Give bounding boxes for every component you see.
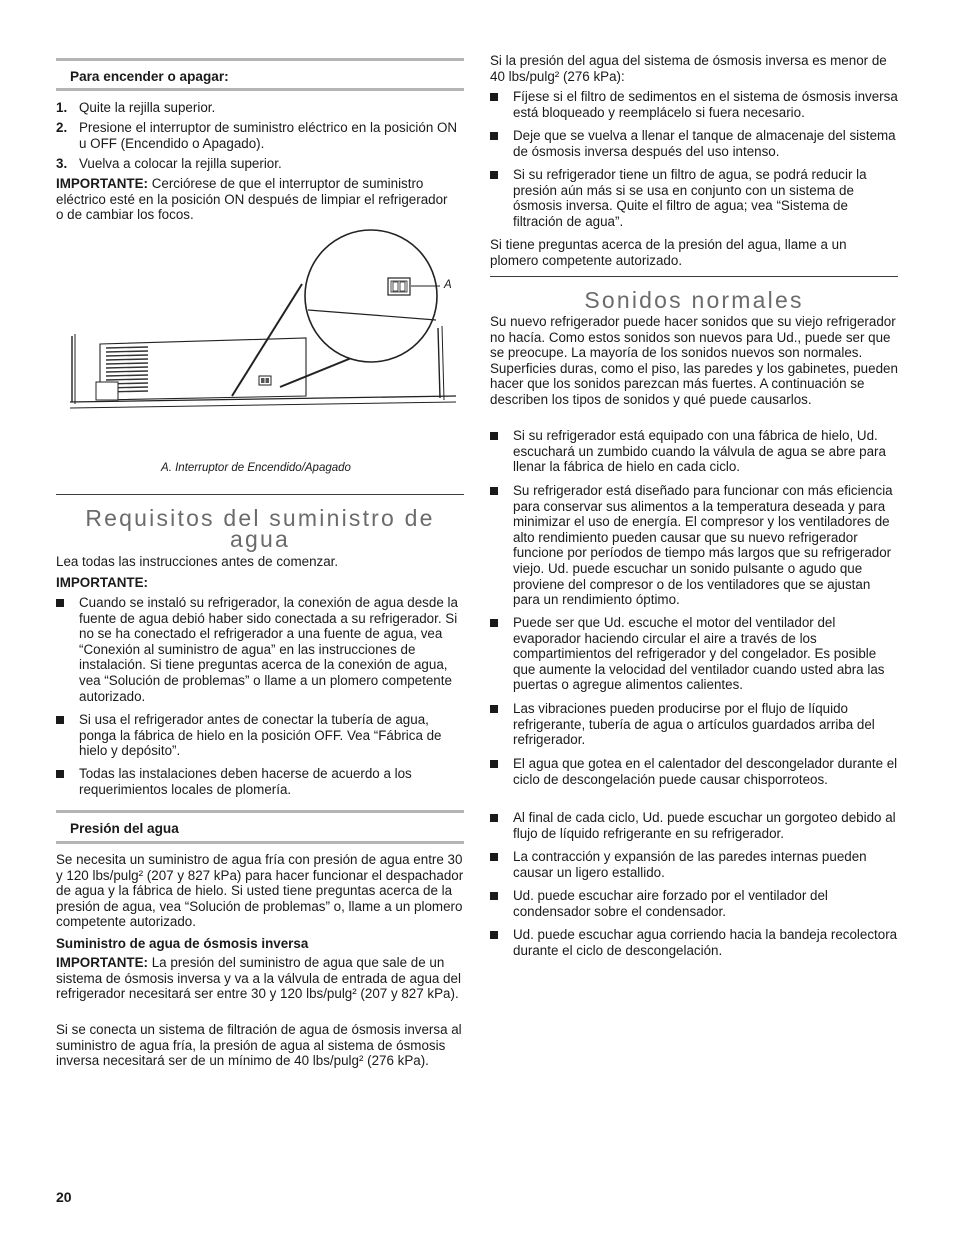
bullet-text: Ud. puede escuchar aire forzado por el ventilador del condensador sobre el condensador. — [513, 888, 828, 919]
bullet-text: Cuando se instaló su refrigerador, la conexión de agua desde la fuente de agua debió haber sido conectada a su refrigerador. Si no se ha conectado el refrigerador a una fuente de agua, vea “Conexión al suministro de agua” en las instrucciones de instalación. Si tiene preguntas acerca de la conexión de agua, vea “Solución de problemas” o llame a un plomero competente autorizado. — [79, 595, 458, 704]
bullet-text: Ud. puede escuchar agua corriendo hacia la bandeja recolectora durante el ciclo de descongelación. — [513, 927, 898, 958]
bullet-text: Todas las instalaciones deben hacerse de acuerdo a los requerimientos locales de plomería. — [79, 766, 412, 797]
bullet-marker — [490, 93, 498, 101]
intro-text: Lea todas las instrucciones antes de comenzar. — [56, 554, 339, 569]
bullet-marker — [56, 716, 64, 724]
important-label: IMPORTANTE: — [56, 575, 148, 590]
important-text: La presión del suministro de agua que sale de un sistema de ósmosis inversa y va a la válvula de entrada de agua del refrigerador necesitará ser entre 30 y 120 lbs/pulg² (207 y 827 kPa). — [56, 955, 461, 1002]
bullet-marker — [490, 931, 498, 939]
section-heading-encender: Para encender o apagar: — [70, 69, 229, 84]
reverse-osmosis-paragraph: Si se conecta un sistema de filtración de agua de ósmosis inversa al suministro de agua fría, la presión de agua al sistema de ósmosis inversa necesitará ser de un mínimo de 40 lbs/pulg² (276 kPa). — [56, 1022, 462, 1069]
bullet-marker — [490, 760, 498, 768]
bullet-text: Si su refrigerador está equipado con una fábrica de hielo, Ud. escuchará un zumbido cuando la válvula de agua se abre para llenar la fábrica de hielo en cada ciclo. — [513, 428, 886, 475]
important-label: IMPORTANTE: — [56, 176, 148, 191]
step-text: Quite la rejilla superior. — [79, 100, 216, 115]
list-item — [490, 483, 898, 608]
important-note-pressure — [56, 955, 464, 1002]
bullet-text: Si su refrigerador tiene un filtro de agua, se podrá reducir la presión aún más si se usa en conjunto con un sistema de ósmosis inversa. Quite el filtro de agua; vea “Sistema de filtración de agua”. — [513, 167, 867, 229]
section-rule-sonidos — [490, 276, 898, 277]
section-rule-requisitos — [56, 494, 464, 495]
bullet-text: Su refrigerador está diseñado para funcionar con más eficiencia para conservar sus alimentos a la temperatura deseada y para minimizar el uso de energía. El compresor y los ventiladores de alto rendimiento pueden causar que su nuevo refrigerador funcione por períodos de tiempo más largos que su refrigerador viejo. Ud. puede escuchar un sonido pulsante o agudo que proviene del compresor o de los ventiladores que se ajustan para un rendimiento óptimo. — [513, 483, 893, 608]
step-number: 3. — [56, 156, 68, 171]
refrigerator-top-illustration — [56, 228, 464, 454]
important-label: IMPORTANTE: — [56, 955, 148, 970]
step-number: 1. — [56, 100, 68, 115]
figure-callout-a: A — [444, 279, 452, 291]
bullet-text: Las vibraciones pueden producirse por el flujo de líquido refrigerante, tubería de agua o artículos guardados arriba del refrigerador. — [513, 701, 875, 748]
bullet-marker — [56, 770, 64, 778]
section-heading-bar-encender — [56, 58, 464, 91]
bullet-text: Puede ser que Ud. escuche el motor del ventilador del evaporador haciendo circular el aire a través de los compartimientos del refrigerador y del congelador. Es posible que aumente la velocidad del ventilador cuando usted abra las puertas o agregue alimentos calientes. — [513, 615, 885, 693]
list-item — [490, 756, 898, 787]
section-heading-bar-presion — [56, 810, 464, 844]
reverse-osmosis-subheading: Suministro de agua de ósmosis inversa — [56, 936, 309, 951]
bullet-marker — [490, 132, 498, 140]
list-item — [56, 156, 464, 172]
list-item — [56, 100, 464, 116]
important-note-switch — [56, 176, 456, 223]
list-item — [490, 810, 898, 841]
list-item — [56, 595, 464, 704]
step-text: Vuelva a colocar la rejilla superior. — [79, 156, 282, 171]
section-title-sonidos: Sonidos normales — [584, 287, 804, 313]
list-item — [56, 120, 464, 151]
page-number: 20 — [56, 1189, 72, 1205]
section-heading-presion: Presión del agua — [70, 821, 179, 836]
figure-caption: A. Interruptor de Encendido/Apagado — [161, 462, 351, 474]
list-item — [490, 615, 898, 693]
bullet-marker — [490, 432, 498, 440]
switch-figure — [56, 228, 464, 454]
list-item — [490, 849, 898, 880]
step-text: Presione el interruptor de suministro eléctrico en la posición ON u OFF (Encendido o Apagado). — [79, 120, 458, 151]
important-text: Cerciórese de que el interruptor de suministro eléctrico esté en la posición ON después de limpiar el refrigerador o de cambiar los focos. — [56, 176, 448, 223]
list-item — [490, 888, 898, 919]
sounds-intro: Su nuevo refrigerador puede hacer sonidos que su viejo refrigerador no hacía. Como estos sonidos son nuevos para Ud., puede ser que se preocupe. La mayoría de los sonidos nuevos son normales. Superficies duras, como el piso, las paredes y los gabinetes, pueden hacer que los sonidos parezcan más fuertes. A continuación se describen los tipos de sonidos y qué puede causarlos. — [490, 314, 898, 407]
bullet-marker — [490, 814, 498, 822]
right-intro: Si la presión del agua del sistema de ósmosis inversa es menor de 40 lbs/pulg² (276 kPa): — [490, 53, 887, 84]
list-item — [490, 927, 898, 958]
list-item — [490, 701, 898, 748]
bullet-text: La contracción y expansión de las paredes internas pueden causar un ligero estallido. — [513, 849, 867, 880]
bullet-text: Si usa el refrigerador antes de conectar la tubería de agua, ponga la fábrica de hielo en la posición OFF. Vea “Fábrica de hielo y depósito”. — [79, 712, 442, 759]
right-closing: Si tiene preguntas acerca de la presión del agua, llame a un plomero competente autorizado. — [490, 237, 847, 268]
bullet-marker — [490, 487, 498, 495]
bullet-marker — [490, 619, 498, 627]
bullet-text: Deje que se vuelva a llenar el tanque de almacenaje del sistema de ósmosis inversa después del uso intenso. — [513, 128, 896, 159]
bullet-marker — [490, 892, 498, 900]
bullet-text: Fíjese si el filtro de sedimentos en el sistema de ósmosis inversa está bloqueado y reemplácelo si fuera necesario. — [513, 89, 898, 120]
bullet-marker — [490, 171, 498, 179]
step-number: 2. — [56, 120, 68, 135]
list-item — [490, 128, 898, 159]
bullet-text: Al final de cada ciclo, Ud. puede escuchar un gorgoteo debido al flujo de líquido refrigerante en su refrigerador. — [513, 810, 896, 841]
list-item — [56, 712, 464, 759]
bullet-marker — [490, 853, 498, 861]
list-item — [490, 428, 898, 475]
section-title-requisitos: Requisitos del suministro de agua — [85, 505, 435, 552]
list-item — [490, 89, 898, 120]
bullet-marker — [56, 599, 64, 607]
list-item — [490, 167, 898, 229]
bullet-marker — [490, 705, 498, 713]
list-item — [56, 766, 464, 797]
bullet-text: El agua que gotea en el calentador del descongelador durante el ciclo de descongelación puede causar chisporroteos. — [513, 756, 898, 787]
pressure-paragraph: Se necesita un suministro de agua fría con presión de agua entre 30 y 120 lbs/pulg² (207 y 827 kPa) para hacer funcionar el despachador de agua y la fábrica de hielo. Si usted tiene preguntas acerca de la presión de agua, vea “Solución de problemas” o, llame a un plomero competente autorizado. — [56, 852, 464, 930]
